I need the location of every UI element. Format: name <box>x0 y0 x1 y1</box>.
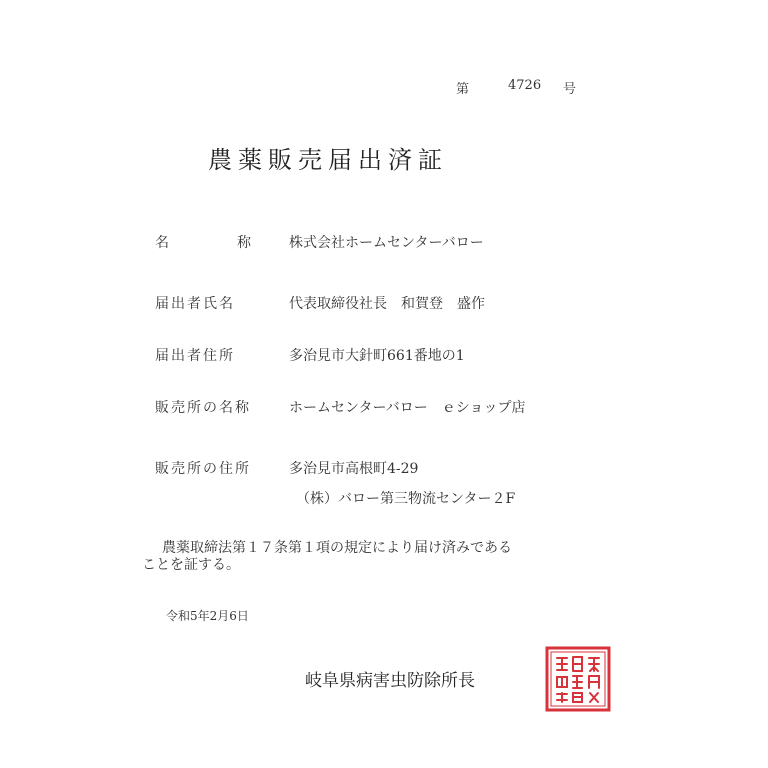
field-notifier-address-value: 多治見市大針町661番地の1 <box>289 348 465 364</box>
field-shop-name-label: 販売所の名称 <box>155 400 251 416</box>
field-notifier-address-label: 届出者住所 <box>155 348 235 364</box>
field-shop-name-value: ホームセンターバロー ｅショップ店 <box>289 400 526 416</box>
document-title: 農薬販売届出済証 <box>208 146 448 174</box>
field-name-label-part2: 称 <box>237 235 253 251</box>
certification-statement <box>142 540 592 574</box>
field-shop-address-label: 販売所の住所 <box>155 461 251 477</box>
field-name-label-part1: 名 <box>155 235 171 251</box>
field-notifier-label: 届出者氏名 <box>155 296 235 312</box>
field-name-value: 株式会社ホームセンターバロー <box>289 235 484 251</box>
statement-line-2: ことを証する。 <box>142 557 240 573</box>
field-shop-address-value-line2: （株）バロー第三物流センター２F <box>296 491 516 507</box>
certificate-number-value: 4726 <box>508 78 542 93</box>
certificate-number-prefix: 第 <box>456 82 470 97</box>
statement-line-1: 農薬取締法第１７条第１項の規定により届け済みである <box>162 540 512 556</box>
field-notifier-value: 代表取締役社長 和賀登 盛作 <box>289 296 485 312</box>
issue-date: 令和5年2月6日 <box>166 609 249 623</box>
certificate-number-suffix: 号 <box>563 82 577 97</box>
field-shop-address-value-line1: 多治見市高根町4-29 <box>289 461 419 477</box>
official-seal-icon <box>545 646 611 712</box>
issuer-title: 岐阜県病害虫防除所長 <box>305 671 475 691</box>
